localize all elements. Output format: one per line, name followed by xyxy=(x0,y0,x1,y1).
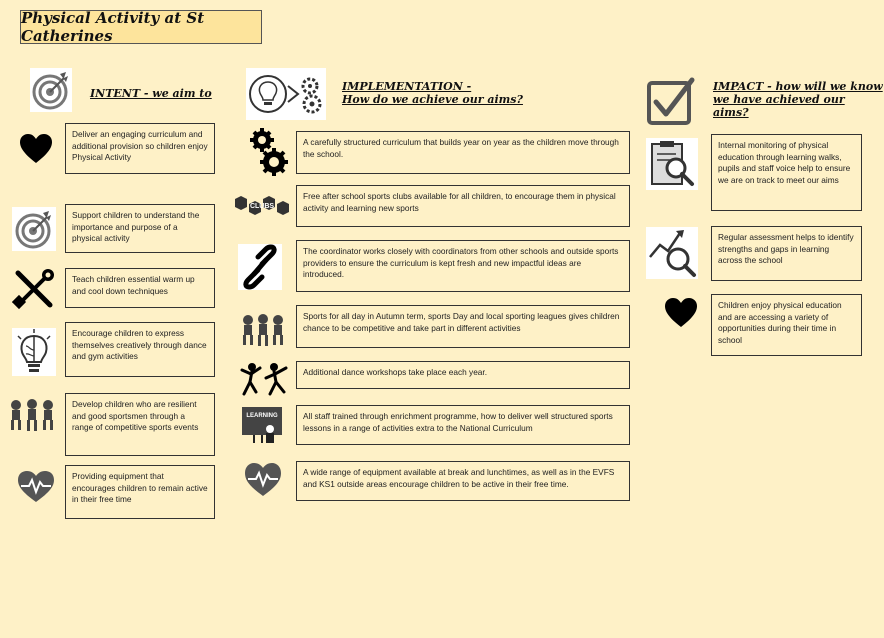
learning-label: LEARNING xyxy=(246,413,278,419)
impact-heading-line2: we have achieved our aims? xyxy=(713,93,845,119)
implementation-item: Free after school sports clubs available for all children, to encourage them in physical activity and learning new sports xyxy=(296,185,630,227)
impact-heading-line1: IMPACT - how will we know xyxy=(713,80,883,93)
brain-bulb-icon xyxy=(12,328,56,376)
dancers-icon xyxy=(240,362,288,396)
children-running-icon xyxy=(8,397,56,433)
intent-item: Deliver an engaging curriculum and additional provision so children enjoy Physical Activity xyxy=(65,123,215,174)
children-running-icon xyxy=(240,313,286,347)
page-title: Physical Activity at St Catherines xyxy=(20,10,262,44)
implementation-heading-line1: IMPLEMENTATION - xyxy=(342,80,472,93)
impact-item: Children enjoy physical education and are accessing a variety of opportunities during their time in school xyxy=(711,294,862,356)
heartbeat-icon xyxy=(17,470,55,504)
implementation-item: A wide range of equipment available at break and lunchtimes, as well as in the EVFS and KS1 outside areas encourage children to be active in their free time. xyxy=(296,461,630,501)
intent-item: Providing equipment that encourages children to remain active in their free time xyxy=(65,465,215,519)
clubs-label: CLUBS xyxy=(249,203,275,210)
implementation-item: Additional dance workshops take place each year. xyxy=(296,361,630,389)
heartbeat-icon xyxy=(244,462,282,498)
implementation-item: The coordinator works closely with coordinators from other schools and outside sports providers to ensure the curriculum is kept fresh and new impactful ideas are introduced. xyxy=(296,240,630,292)
clipboard-magnifier-icon xyxy=(646,138,698,190)
intent-heading: INTENT - we aim to xyxy=(90,87,212,100)
learning-board-icon xyxy=(240,405,284,445)
intent-item: Encourage children to express themselves creatively through dance and gym activities xyxy=(65,322,215,377)
impact-heading xyxy=(713,80,884,119)
intent-item: Teach children essential warm up and cool down techniques xyxy=(65,268,215,308)
intent-item: Support children to understand the importance and purpose of a physical activity xyxy=(65,204,215,253)
impact-item: Internal monitoring of physical education through learning walks, pupils and staff voice help to ensure we are on track to meet our aims xyxy=(711,134,862,211)
clubs-icon xyxy=(233,193,291,219)
idea-gears-icon xyxy=(246,68,326,120)
intent-item: Develop children who are resilient and good sportsmen through a range of competitive sports events xyxy=(65,393,215,456)
gears-icon xyxy=(248,126,288,176)
target-icon xyxy=(12,207,56,251)
implementation-heading-line2: How do we achieve our aims? xyxy=(342,93,523,106)
implementation-item: All staff trained through enrichment programme, how to deliver well structured sports lessons in a range of activities extra to the National Curriculum xyxy=(296,405,630,445)
heart-icon xyxy=(664,297,698,329)
implementation-heading xyxy=(342,80,523,106)
implementation-item: A carefully structured curriculum that builds year on year as the children move through the school. xyxy=(296,131,630,174)
checkbox-icon xyxy=(646,76,696,126)
heart-icon xyxy=(19,133,53,165)
target-icon xyxy=(30,68,72,112)
tools-icon xyxy=(12,267,56,311)
link-icon xyxy=(238,244,282,290)
chart-magnifier-icon xyxy=(646,227,698,279)
impact-item: Regular assessment helps to identify strengths and gaps in learning across the school xyxy=(711,226,862,281)
implementation-item: Sports for all day in Autumn term, sports Day and local sporting leagues gives children chance to be competitive and take part in different activities xyxy=(296,305,630,348)
